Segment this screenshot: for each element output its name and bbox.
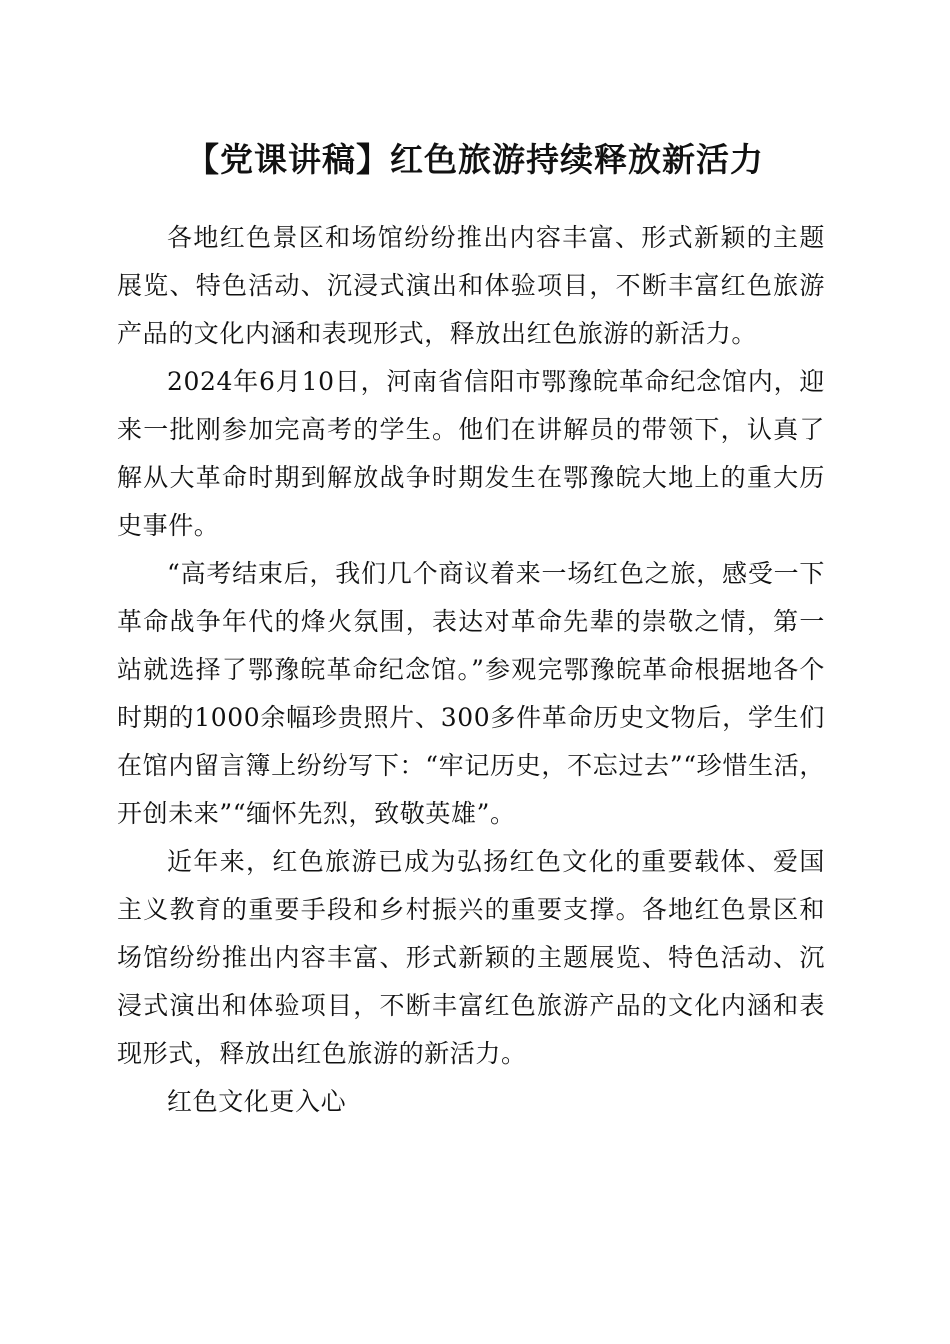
paragraph-date-event: 2024年6月10日，河南省信阳市鄂豫皖革命纪念馆内，迎来一批刚参加完高考的学生。他们在讲解员的带领下，认真了解从大革命时期到解放战争时期发生在鄂豫皖大地上的重大历史事件。 [117, 367, 825, 540]
paragraph-student-quote: “高考结束后，我们几个商议着来一场红色之旅，感受一下革命战争年代的烽火氛围，表达对革命先辈的崇敬之情，第一站就选择了鄂豫皖革命纪念馆。”参观完鄂豫皖革命根据地各个时期的1000余幅珍贵照片、300多件革命历史文物后，学生们在馆内留言簿上纷纷写下：“牢记历史，不忘过去”“珍惜生活，开创未来”“缅怀先烈，致敬英雄”。 [117, 559, 825, 828]
section-heading: 红色文化更入心 [167, 1087, 347, 1116]
paragraph-intro: 各地红色景区和场馆纷纷推出内容丰富、形式新颖的主题展览、特色活动、沉浸式演出和体验项目，不断丰富红色旅游产品的文化内涵和表现形式，释放出红色旅游的新活力。 [117, 223, 825, 348]
document-title: 【党课讲稿】红色旅游持续释放新活力 [186, 140, 764, 179]
document-body [117, 214, 825, 1126]
paragraph-recent-years: 近年来，红色旅游已成为弘扬红色文化的重要载体、爱国主义教育的重要手段和乡村振兴的重要支撑。各地红色景区和场馆纷纷推出内容丰富、形式新颖的主题展览、特色活动、沉浸式演出和体验项目，不断丰富红色旅游产品的文化内涵和表现形式，释放出红色旅游的新活力。 [117, 847, 825, 1068]
